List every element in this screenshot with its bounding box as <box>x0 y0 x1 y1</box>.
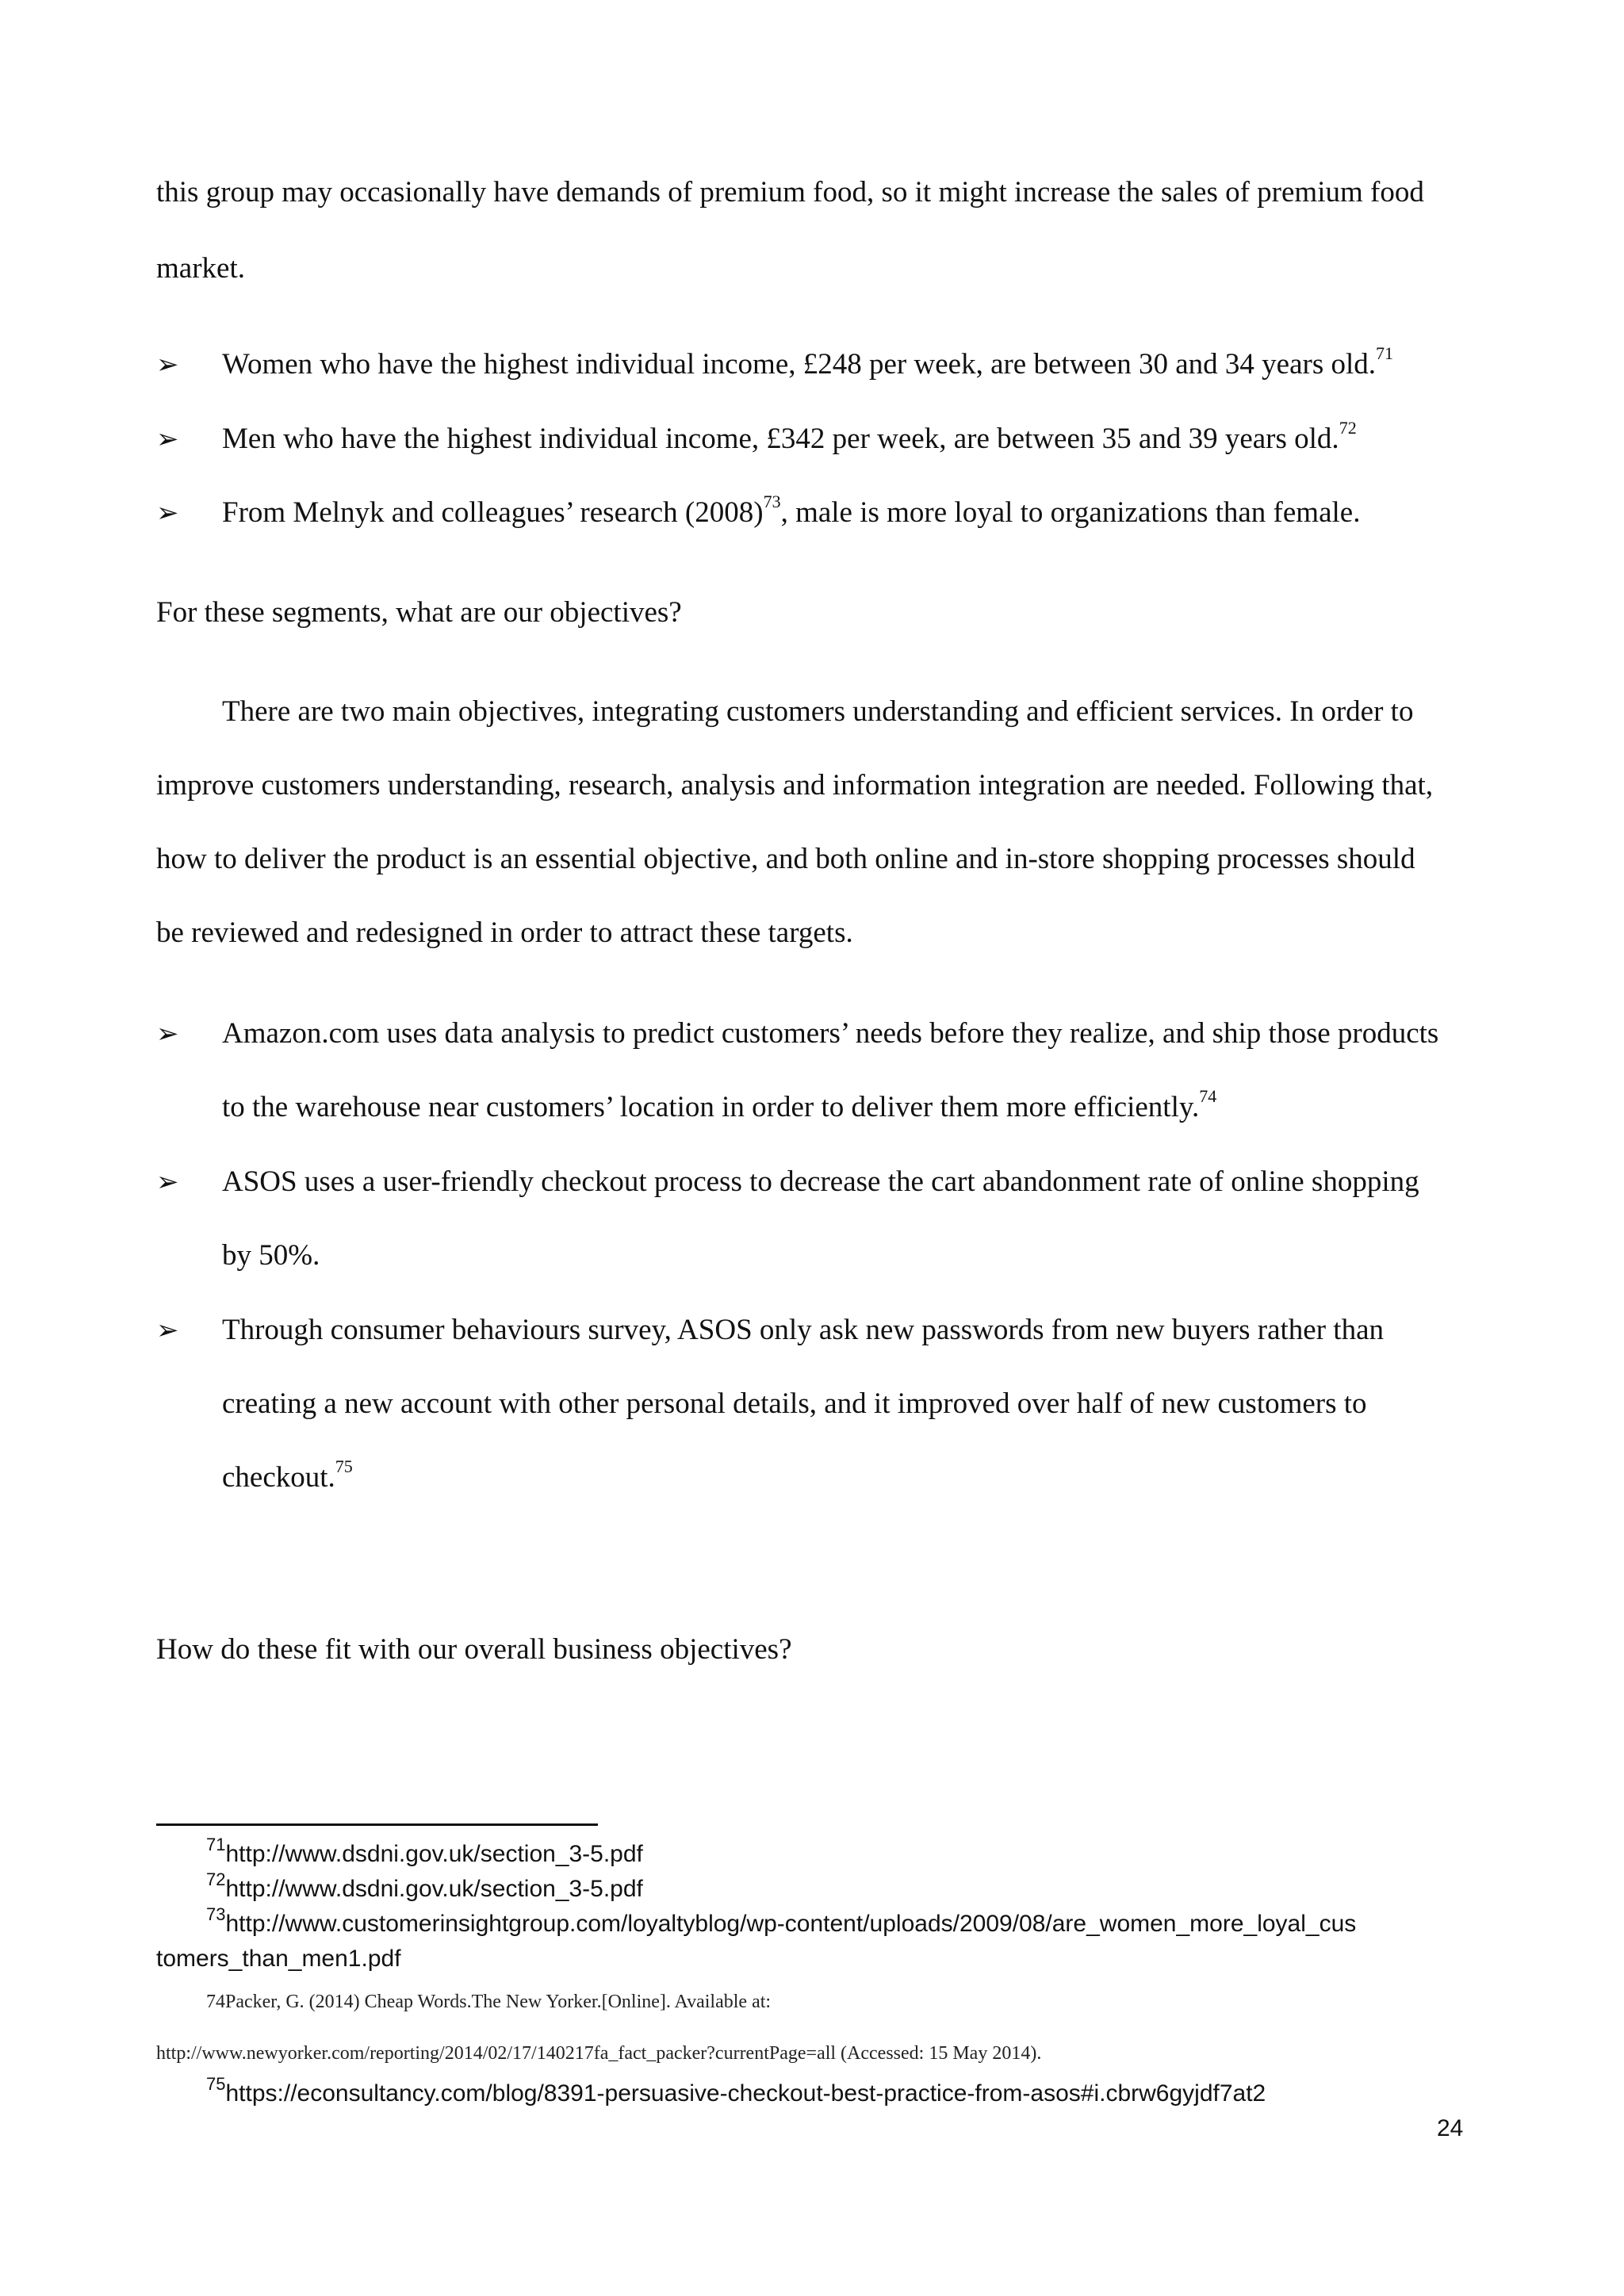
footnote-71 <box>206 1835 643 1869</box>
bullet-text: Men who have the highest individual income, £342 per week, are between 35 and 39 years old. <box>222 423 1339 455</box>
bullet-line <box>222 1086 1217 1126</box>
bullet-text: checkout. <box>222 1461 335 1494</box>
footnote-number: 73 <box>206 1904 226 1924</box>
footnote-75 <box>206 2074 1266 2109</box>
footnote-link[interactable]: https://econsultancy.com/blog/8391-persuasive-checkout-best-practice-from-asos#i.cbrw6gyjdf7at2 <box>225 2080 1266 2107</box>
arrow-bullet-icon: ➢ <box>156 423 179 455</box>
arrow-bullet-icon: ➢ <box>156 349 179 381</box>
page-number: 24 <box>1437 2115 1464 2141</box>
section-question: For these segments, what are our objectives? <box>156 596 682 629</box>
bullet-item <box>222 492 1361 531</box>
paragraph-line: how to deliver the product is an essential objective, and both online and in-store shopping processes should <box>156 843 1415 875</box>
bullet-line: creating a new account with other personal details, and it improved over half of new customers to <box>222 1387 1367 1420</box>
bullet-line: Through consumer behaviours survey, ASOS only ask new passwords from new buyers rather than <box>222 1314 1384 1346</box>
footnote-ref[interactable]: 72 <box>1339 418 1357 438</box>
arrow-bullet-icon: ➢ <box>156 1314 179 1346</box>
footnote-number: 71 <box>206 1835 226 1854</box>
footnote-ref[interactable]: 74 <box>1199 1086 1217 1106</box>
footnote-73 <box>206 1904 1357 1939</box>
arrow-bullet-icon: ➢ <box>156 1166 179 1198</box>
footnote-number: 75 <box>206 2074 226 2094</box>
footnote-74-cont[interactable]: http://www.newyorker.com/reporting/2014/02/17/140217fa_fact_packer?currentPage=all (Accessed: 15 May 2014). <box>156 2043 1042 2064</box>
footnote-ref[interactable]: 75 <box>335 1456 353 1476</box>
footnote-link[interactable]: http://www.dsdni.gov.uk/section_3-5.pdf <box>225 1841 643 1867</box>
footnote-72 <box>206 1869 643 1904</box>
paragraph-line: this group may occasionally have demands of premium food, so it might increase the sales of premium food <box>156 176 1424 209</box>
paragraph-line: improve customers understanding, research, analysis and information integration are needed. Following that, <box>156 769 1434 802</box>
bullet-text: Women who have the highest individual income, £248 per week, are between 30 and 34 years old. <box>222 348 1377 381</box>
paragraph-line: market. <box>156 252 245 285</box>
paragraph-line: be reviewed and redesigned in order to attract these targets. <box>156 916 853 949</box>
footnote-number: 72 <box>206 1869 226 1889</box>
bullet-line: Amazon.com uses data analysis to predict customers’ needs before they realize, and ship those products <box>222 1017 1439 1050</box>
bullet-text: , male is more loyal to organizations than female. <box>780 496 1361 529</box>
arrow-bullet-icon: ➢ <box>156 497 179 529</box>
footnote-separator <box>156 1823 598 1826</box>
footnote-link[interactable]: http://www.dsdni.gov.uk/section_3-5.pdf <box>225 1876 643 1902</box>
bullet-line <box>222 1456 353 1496</box>
bullet-item <box>222 418 1357 457</box>
footnote-link[interactable]: http://www.customerinsightgroup.com/loyaltyblog/wp-content/uploads/2009/08/are_women_more_loyal_cus <box>225 1911 1357 1937</box>
footnote-ref[interactable]: 71 <box>1376 343 1394 363</box>
bullet-line: ASOS uses a user-friendly checkout process to decrease the cart abandonment rate of online shopping <box>222 1165 1419 1198</box>
bullet-text: From Melnyk and colleagues’ research (2008) <box>222 496 764 529</box>
footnote-ref[interactable]: 73 <box>763 492 781 511</box>
footnote-74: 74Packer, G. (2014) Cheap Words.The New Yorker.[Online]. Available at: <box>206 1992 772 2012</box>
bullet-item <box>222 343 1394 383</box>
arrow-bullet-icon: ➢ <box>156 1018 179 1050</box>
bullet-text: to the warehouse near customers’ location in order to deliver them more efficiently. <box>222 1091 1200 1123</box>
bullet-line: by 50%. <box>222 1239 320 1272</box>
footnote-73-cont[interactable]: tomers_than_men1.pdf <box>156 1946 401 1972</box>
paragraph-line: There are two main objectives, integrating customers understanding and efficient services. In order to <box>222 695 1414 728</box>
section-question: How do these fit with our overall business objectives? <box>156 1633 792 1666</box>
